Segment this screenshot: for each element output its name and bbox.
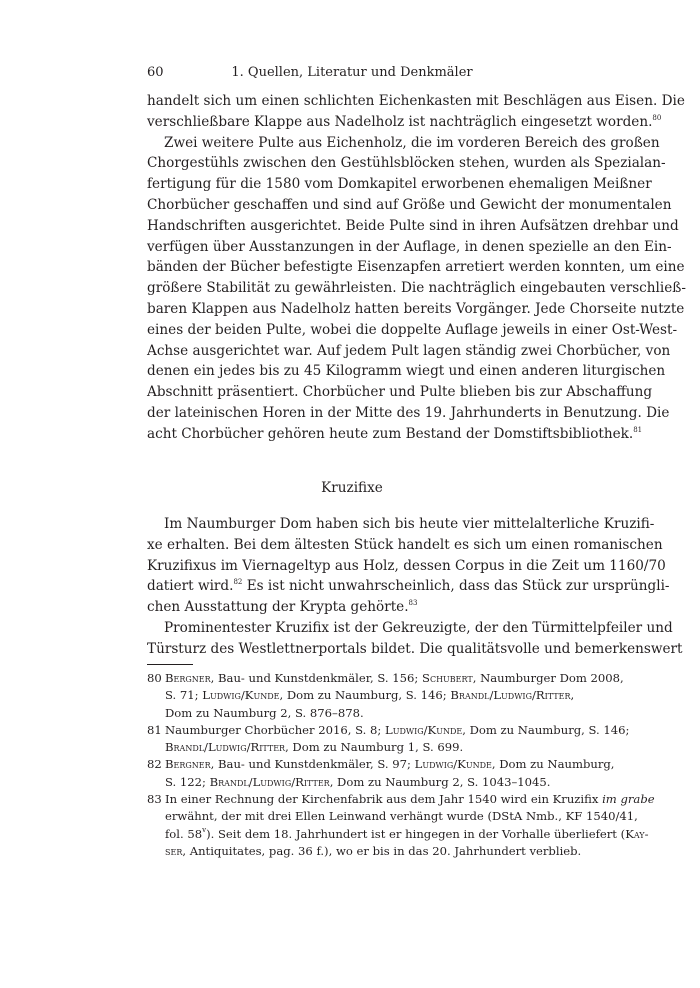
text-line: baren Klappen aus Nadelholz hatten bereits Vorgänger. Jede Chorseite nutzte bbox=[147, 300, 685, 317]
footnote-83 bbox=[147, 791, 655, 860]
text-line: Chorbücher geschaffen und sind auf Größe und Gewicht der monumentalen bbox=[147, 196, 672, 213]
footnote-number: 83 bbox=[147, 792, 162, 807]
text-line: datiert wird.$^{82}$ Es ist nicht unwahrscheinlich, dass das Stück zur ursprüngli- bbox=[147, 578, 670, 595]
text-line: xe erhalten. Bei dem ältesten Stück handelt es sich um einen romanischen bbox=[147, 536, 663, 553]
footnote-number: 80 bbox=[147, 671, 162, 685]
text-line: größere Stabilität zu gewährleisten. Die nachträglich eingebauten verschließ- bbox=[147, 280, 686, 297]
text-line: Kruzifixus im Viernageltyp aus Holz, dessen Corpus in die Zeit um 1160/70 bbox=[147, 557, 666, 574]
body-text-upper bbox=[147, 91, 686, 445]
section-heading: Kruzifixe bbox=[321, 480, 383, 496]
text-line: handelt sich um einen schlichten Eichenkasten mit Beschlägen aus Eisen. Die bbox=[147, 93, 685, 109]
footnote-ref: 83 bbox=[408, 599, 418, 608]
text-line: verschließbare Klappe aus Nadelholz ist nachträglich eingesetzt worden.$^{80}$ bbox=[147, 113, 662, 130]
text-line: Abschnitt präsentiert. Chorbücher und Pulte blieben bis zur Abschaffung bbox=[147, 384, 653, 401]
footnote-80 bbox=[147, 670, 624, 722]
text-line: der lateinischen Horen in der Mitte des 19. Jahrhunderts in Benutzung. Die bbox=[147, 404, 670, 421]
page-number: 60 bbox=[147, 65, 164, 80]
footnote-line: Bergner, Bau- und Kunstdenkmäler, S. 156; Schubert, Naumburger Dom 2008, bbox=[165, 671, 624, 685]
footnote-line: ser, Antiquitates, pag. 36 f.), wo er bis in das 20. Jahrhundert verblieb. bbox=[165, 843, 582, 858]
text-line: Handschriften ausgerichtet. Beide Pulte sind in ihren Aufsätzen drehbar und bbox=[147, 217, 679, 234]
footnote-ref: 82 bbox=[233, 578, 243, 587]
text-line: bänden der Bücher befestigte Eisenzapfen arretiert werden konnten, um eine bbox=[147, 259, 685, 276]
text-line: Türsturz des Westlettnerportals bildet. Die qualitätsvolle und bemerkenswert bbox=[147, 640, 683, 657]
footnotes bbox=[147, 670, 655, 860]
footnote-82 bbox=[147, 756, 615, 791]
text-line: acht Chorbücher gehören heute zum Bestand der Domstiftsbibliothek.$^{81}$ bbox=[147, 425, 643, 442]
text-line: eines der beiden Pulte, wobei die doppelte Auflage jeweils in einer Ost-West- bbox=[147, 321, 678, 338]
text-line: denen ein jedes bis zu 45 Kilogramm wiegt und einen anderen liturgischen bbox=[147, 363, 666, 380]
text-line: Prominentester Kruzifix ist der Gekreuzigte, der den Türmittelpfeiler und bbox=[164, 619, 673, 636]
footnote-line: Brandl/Ludwig/Ritter, Dom zu Naumburg 1, S. 699. bbox=[165, 740, 464, 755]
text-line: Im Naumburger Dom haben sich bis heute vier mittelalterliche Kruzifi- bbox=[164, 516, 655, 532]
footnote-line: S. 71; Ludwig/Kunde, Dom zu Naumburg, S. 146; Brandl/Ludwig/Ritter, bbox=[165, 688, 575, 703]
footnote-line: In einer Rechnung der Kirchenfabrik aus dem Jahr 1540 wird ein Kruzifix im grabe bbox=[165, 792, 655, 807]
body-text-lower bbox=[147, 514, 683, 660]
text-line: verfügen über Ausstanzungen in der Auflage, in denen spezielle an den Ein- bbox=[147, 238, 672, 255]
text-line: Chorgestühls zwischen den Gestühlsblöcken stehen, wurden als Spezialan- bbox=[147, 155, 666, 172]
footnote-number: 82 bbox=[147, 757, 162, 772]
footnote-line: Bergner, Bau- und Kunstdenkmäler, S. 97; Ludwig/Kunde, Dom zu Naumburg, bbox=[165, 757, 615, 772]
footnote-ref: 81 bbox=[633, 425, 643, 434]
chapter-title: 1. Quellen, Literatur und Denkmäler bbox=[231, 65, 473, 80]
footnote-line: fol. 58$^v$). Seit dem 18. Jahrhundert ist er hingegen in der Vorhalle überliefert (Kay- bbox=[165, 825, 649, 841]
footnote-line: Dom zu Naumburg 2, S. 876–878. bbox=[165, 705, 364, 720]
running-head bbox=[147, 64, 557, 82]
footnote-number: 81 bbox=[147, 722, 162, 737]
text-line: Achse ausgerichtet war. Auf jedem Pult lagen ständig zwei Chorbücher, von bbox=[147, 342, 671, 359]
footnote-rule bbox=[147, 664, 193, 665]
footnote-ref: 80 bbox=[652, 113, 662, 122]
text-line: Zwei weitere Pulte aus Eichenholz, die im vorderen Bereich des großen bbox=[164, 134, 660, 151]
text-line: chen Ausstattung der Krypta gehörte.$^{83}$ bbox=[147, 599, 418, 616]
footnote-line: Naumburger Chorbücher 2016, S. 8; Ludwig/Kunde, Dom zu Naumburg, S. 146; bbox=[165, 722, 630, 737]
text-line: fertigung für die 1580 vom Domkapitel erworbenen ehemaligen Meißner bbox=[147, 176, 652, 193]
footnote-line: S. 122; Brandl/Ludwig/Ritter, Dom zu Naumburg 2, S. 1043–1045. bbox=[165, 774, 551, 789]
footnote-81 bbox=[147, 722, 630, 757]
footnote-line: erwähnt, der mit drei Ellen Leinwand verhängt wurde (DStA Nmb., KF 1540/41, bbox=[165, 809, 638, 824]
